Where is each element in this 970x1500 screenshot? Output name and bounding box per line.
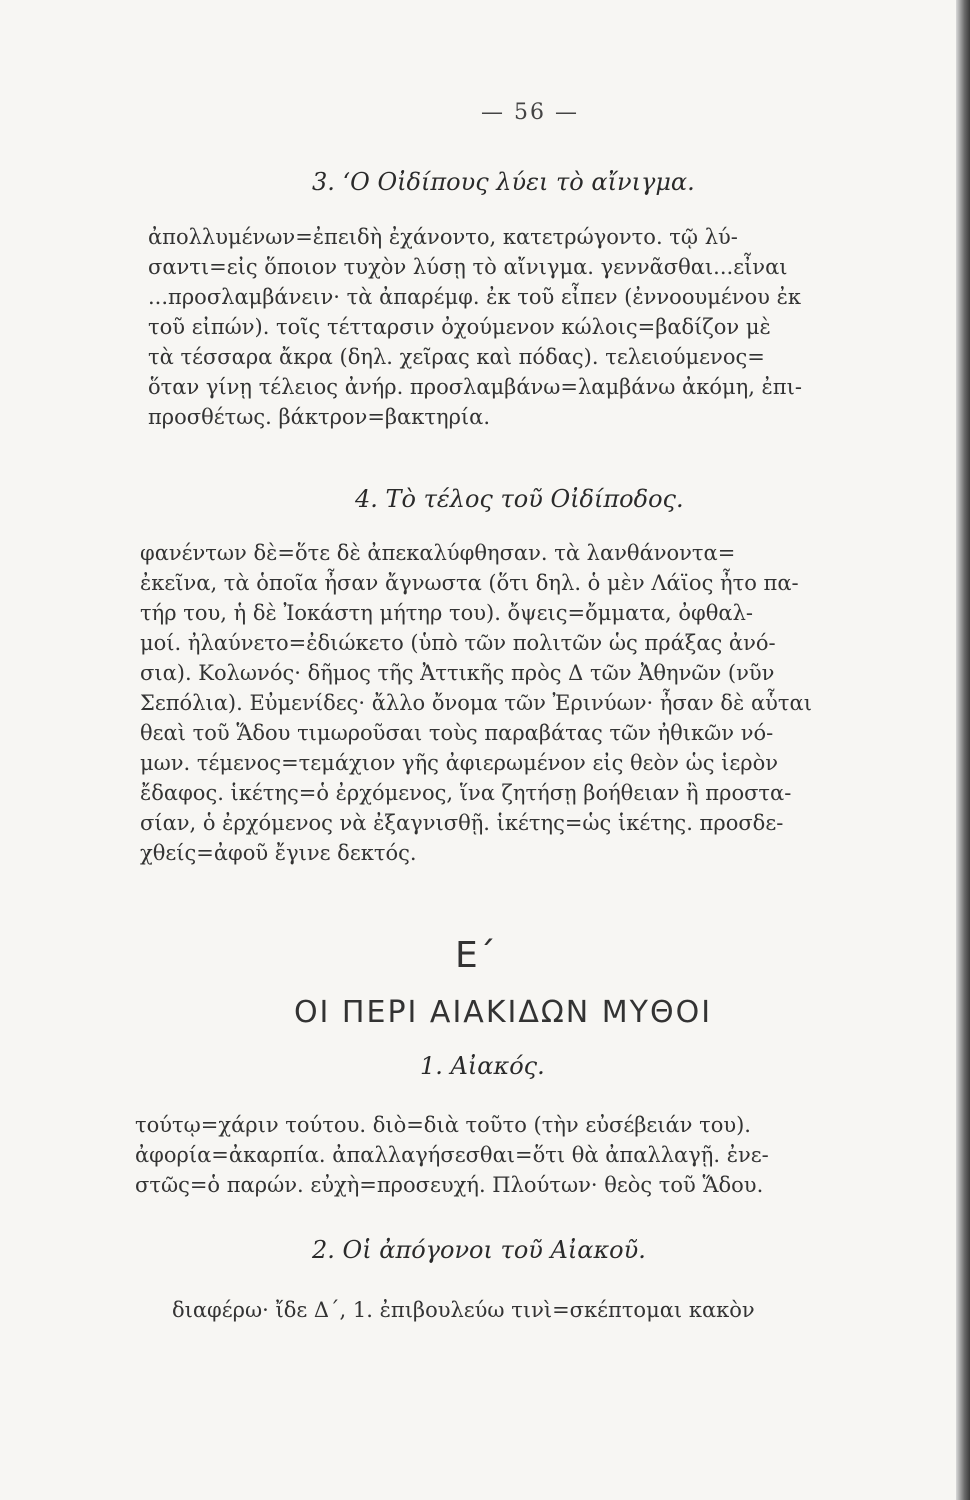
text-line: σαντι=εἰς ὅποιον τυχὸν λύσῃ τὸ αἴνιγμα. γεννᾶσθαι...εἶναι (148, 255, 788, 279)
page-edge-shadow (956, 0, 970, 1500)
glossary-block-3 (148, 222, 888, 432)
text-line: μοί. ἠλαύνετο=ἐδιώκετο (ὑπὸ τῶν πολιτῶν ὡς πράξας ἀνό- (140, 631, 776, 655)
text-line: θεαὶ τοῦ Ἅδου τιμωροῦσαι τοὺς παραβάτας τῶν ἠθικῶν νό- (140, 721, 774, 745)
glossary-block-4 (140, 538, 885, 868)
section-title-4: 4. Τὸ τέλος τοῦ Οἰδίποδος. (355, 485, 684, 513)
section-title-3: 3. ‘Ο Οἰδίπους λύει τὸ αἴνιγμα. (312, 168, 695, 196)
subsection-title-2: 2. Οἱ ἀπόγονοι τοῦ Αἰακοῦ. (312, 1236, 646, 1264)
glossary-block-aiakos (135, 1110, 875, 1200)
text-line: ...προσλαμβάνειν· τὰ ἀπαρέμφ. ἐκ τοῦ εἶπεν (ἐννοουμένου ἐκ (148, 285, 801, 309)
text-line: ἀπολλυμένων=ἐπειδὴ ἐχάνοντο, κατετρώγοντο. τῷ λύ- (148, 225, 738, 249)
subsection-title-1: 1. Αἰακός. (420, 1052, 545, 1080)
text-line: μων. τέμενος=τεμάχιον γῆς ἀφιερωμένον εἰς θεὸν ὡς ἱερὸν (140, 751, 779, 775)
text-line: Σεπόλια). Εὐμενίδες· ἄλλο ὄνομα τῶν Ἐρινύων· ἦσαν δὲ αὗται (140, 691, 812, 715)
text-line: ὅταν γίνῃ τέλειος ἀνήρ. προσλαμβάνω=λαμβάνω ἀκόμη, ἐπι- (148, 375, 802, 399)
text-line: σια). Κολωνός· δῆμος τῆς Ἀττικῆς πρὸς Δ τῶν Ἀθηνῶν (νῦν (140, 661, 775, 685)
text-line: τὰ τέσσαρα ἄκρα (δηλ. χεῖρας καὶ πόδας). τελειούμενος= (148, 345, 765, 369)
text-line: τοῦ εἰπών). τοῖς τέτταρσιν ὀχούμενον κώλοις=βαδίζον μὲ (148, 315, 771, 339)
text-line: τούτῳ=χάριν τούτου. διὸ=διὰ τοῦτο (τὴν εὐσέβειάν του). (135, 1113, 751, 1137)
part-numeral: Ε΄ (455, 935, 496, 976)
page-number: — 56 — (481, 100, 579, 125)
text-line: φανέντων δὲ=ὅτε δὲ ἀπεκαλύφθησαν. τὰ λανθάνοντα= (140, 541, 736, 565)
text-line: τήρ του, ἡ δὲ Ἰοκάστη μήτηρ του). ὄψεις=ὄμματα, ὀφθαλ- (140, 601, 753, 625)
text-line: σίαν, ὁ ἐρχόμενος νὰ ἐξαγνισθῇ. ἱκέτης=ὡς ἱκέτης. προσδε- (140, 811, 784, 835)
text-line: στῶς=ὁ παρών. εὐχὴ=προσευχή. Πλούτων· θεὸς τοῦ Ἅδου. (135, 1173, 764, 1197)
text-line: ἐκεῖνα, τὰ ὁποῖα ἦσαν ἄγνωστα (ὅτι δηλ. ὁ μὲν Λάϊος ἦτο πα- (140, 571, 799, 595)
text-line: διαφέρω· ἴδε Δ΄, 1. ἐπιβουλεύω τινὶ=σκέπτομαι κακὸν (172, 1298, 755, 1322)
text-line: προσθέτως. βάκτρον=βακτηρία. (148, 405, 490, 429)
text-line: ἔδαφος. ἱκέτης=ὁ ἐρχόμενος, ἵνα ζητήσῃ βοήθειαν ἢ προστα- (140, 781, 792, 805)
text-line: ἀφορία=ἀκαρπία. ἀπαλλαγήσεσθαι=ὅτι θὰ ἀπαλλαγῇ. ἐνε- (135, 1143, 769, 1167)
glossary-block-descendants (172, 1295, 882, 1325)
part-title: ΟΙ ΠΕΡΙ ΑΙΑΚΙΔΩΝ ΜΥΘΟΙ (293, 995, 713, 1030)
text-line: χθείς=ἀφοῦ ἔγινε δεκτός. (140, 841, 417, 865)
